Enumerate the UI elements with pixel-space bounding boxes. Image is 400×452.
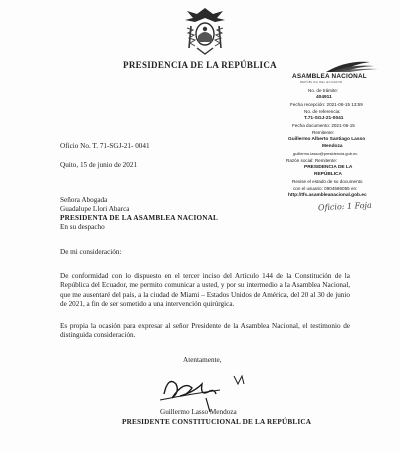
signer-name: Guillermo Lasso Mendoza <box>160 408 237 416</box>
recipient-location: En su despacho <box>60 223 105 231</box>
closing: Atentamente, <box>183 356 222 364</box>
remitente-name-2: Mendoza <box>322 144 343 149</box>
body-paragraph-2: Es propia la ocasión para expresar al señor Presidente de la Asamblea Nacional, el testimonio de distinguida consideración. <box>60 322 350 340</box>
stamp-note-1: Revise el estado de su documento <box>292 179 363 184</box>
razon-social-1: PRESIDENCIA DE LA <box>304 165 353 170</box>
assembly-subtitle: REPÚBLICA DEL ECUADOR <box>300 81 343 84</box>
salutation: De mi consideración: <box>60 248 122 256</box>
recipient-title: Señora Abogada <box>60 196 108 204</box>
presidency-title: PRESIDENCIA DE LA REPÚBLICA <box>123 60 277 70</box>
signer-title: PRESIDENTE CONSTITUCIONAL DE LA REPÚBLICA <box>122 418 312 426</box>
fecha-documento: Fecha documento: 2021-06-15 <box>292 123 355 128</box>
razon-social-label: Razón social: Remitente: <box>286 158 338 163</box>
stamp-note-2: con el usuario: 0904586055 en: <box>293 186 358 191</box>
tramite-value: 404911 <box>316 95 332 100</box>
referencia-value: T.71-SGJ-21-0041 <box>304 116 344 121</box>
recipient-name: Guadalupe Llori Abarca <box>60 205 130 213</box>
handwritten-note: Oficio: 1 Foja <box>317 200 373 213</box>
tramite-label: No. de trámite: <box>308 88 339 93</box>
assembly-name: ASAMBLEA NACIONAL <box>292 73 367 80</box>
fecha-recepcion: Fecha recepción: 2021-06-15 13:59 <box>290 102 363 107</box>
recipient-position: PRESIDENTA DE LA ASAMBLEA NACIONAL <box>60 214 219 222</box>
oficio-number: Oficio No. T. 71-SGJ-21- 0041 <box>60 142 150 150</box>
remitente-email: guillermo.lasso@presidencia.gob.ec <box>293 151 358 156</box>
remitente-label: Remitente: <box>312 130 335 135</box>
place-date: Quito, 15 de junio de 2021 <box>60 161 138 169</box>
stamp-note-3: http://tfs.asambleanacional.gob.ec <box>288 193 367 198</box>
ecuador-coat-of-arms-icon <box>183 6 227 56</box>
razon-social-2: REPÚBLICA <box>314 172 342 177</box>
referencia-label: No. de referencia: <box>304 109 341 114</box>
remitente-name-1: Guillermo Alberto Santiago Lasso <box>288 137 366 142</box>
body-paragraph-1: De conformidad con lo dispuesto en el tercer inciso del Artículo 144 de la Constitución de la República del Ecuador, me permito comunicar a usted, y por su intermedio a la Asamblea Nacional, que me ausentaré del país, a la ciudad de Miami – Estados Unidos de América, del 20 al 30 de junio de 2021, a fin de ser sometido a una intervención quirúrgica. <box>60 272 350 309</box>
